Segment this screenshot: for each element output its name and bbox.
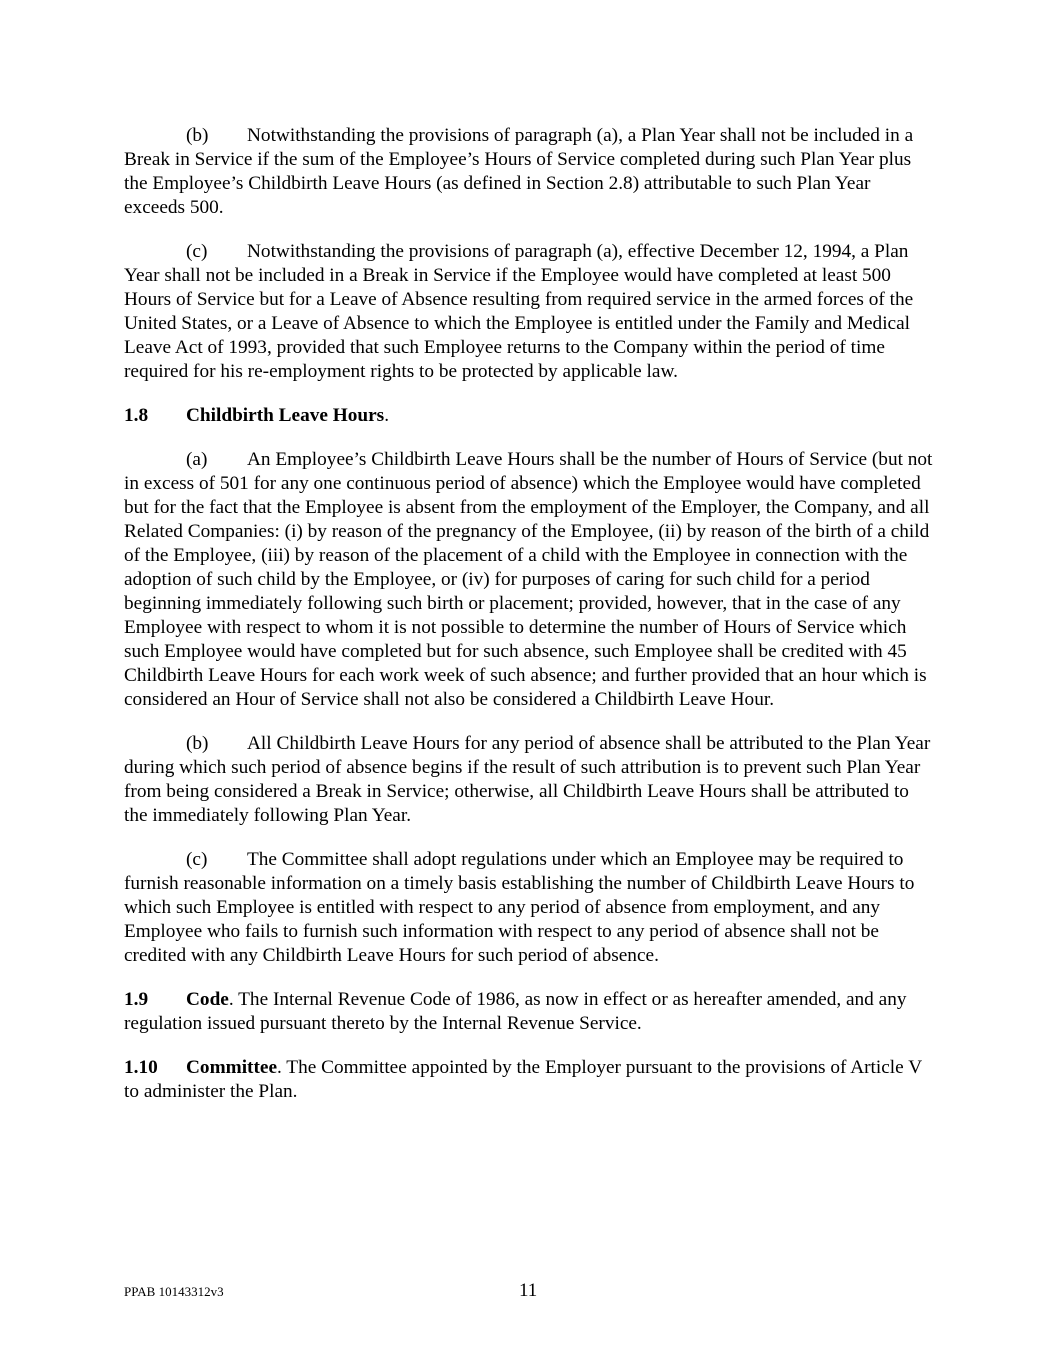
paragraph-1-7-c [124, 240, 934, 384]
footer-document-id: PPAB 10143312v3 [124, 1284, 224, 1299]
section-number: 1.8 [124, 405, 149, 426]
footer-page-number: 11 [519, 1280, 538, 1301]
paragraph-label: (c) [186, 241, 208, 262]
section-text: . [384, 405, 390, 426]
paragraph-text: The Committee shall adopt regulations under which an Employee may be required to furnish reasonable information on a timely basis establishing the number of Childbirth Leave Hours to which such Employee is entitled with respect to any period of absence from employment, and any Employee who fails to furnish such information with respect to any period of absence shall not be credited with any Childbirth Leave Hours for such period of absence. [124, 849, 915, 966]
paragraph-text: All Childbirth Leave Hours for any period of absence shall be attributed to the Plan Year during which such period of absence begins if the result of such attribution is to prevent such Plan Year from being considered a Break in Service; otherwise, all Childbirth Leave Hours shall be attributed to the immediately following Plan Year. [124, 733, 931, 826]
section-text: . The Internal Revenue Code of 1986, as now in effect or as hereafter amended, and any regulation issued pursuant thereto by the Internal Revenue Service. [124, 989, 907, 1034]
paragraph-label: (c) [186, 849, 208, 870]
section-title: Committee [186, 1057, 278, 1078]
section-number: 1.10 [124, 1057, 158, 1078]
paragraph-text: Notwithstanding the provisions of paragraph (a), a Plan Year shall not be included in a Break in Service if the sum of the Employee’s Hours of Service completed during such Plan Year plus the Employee’s Childbirth Leave Hours (as defined in Section 2.8) attributable to such Plan Year exceeds 500. [124, 125, 914, 218]
section-number: 1.9 [124, 989, 149, 1010]
paragraph-1-8-a [124, 448, 934, 712]
paragraph-text: An Employee’s Childbirth Leave Hours shall be the number of Hours of Service (but not in excess of 501 for any one continuous period of absence) which the Employee would have completed but for the fact that the Employee is absent from the employment of the Employer, the Company, and all Related Companies: (i) by reason of the pregnancy of the Employee, (ii) by reason of the birth of a child of the Employee, (iii) by reason of the placement of a child with the Employee in connection with the adoption of such child by the Employee, or (iv) for purposes of caring for such child for a period beginning immediately following such birth or placement; provided, however, that in the case of any Employee with respect to whom it is not possible to determine the number of Hours of Service which such Employee would have completed but for such absence, such Employee shall be credited with 45 Childbirth Leave Hours for each work week of such absence; and further provided that an hour which is considered an Hour of Service shall not also be considered a Childbirth Leave Hour. [124, 449, 933, 710]
paragraph-label: (b) [186, 125, 209, 146]
section-1-9 [124, 988, 934, 1036]
section-text: . The Committee appointed by the Employer pursuant to the provisions of Article V to administer the Plan. [124, 1057, 922, 1102]
paragraph-label: (b) [186, 733, 209, 754]
paragraph-text: Notwithstanding the provisions of paragraph (a), effective December 12, 1994, a Plan Year shall not be included in a Break in Service if the Employee would have completed at least 500 Hours of Service but for a Leave of Absence resulting from required service in the armed forces of the United States, or a Leave of Absence to which the Employee is entitled under the Family and Medical Leave Act of 1993, provided that such Employee returns to the Company within the period of time required for his re-employment rights to be protected by applicable law. [124, 241, 914, 382]
section-title: Code [186, 989, 229, 1010]
document-page [124, 124, 934, 1124]
paragraph-1-8-c [124, 848, 934, 968]
paragraph-1-8-b [124, 732, 934, 828]
section-1-8-heading [124, 404, 934, 428]
section-title: Childbirth Leave Hours [186, 405, 385, 426]
paragraph-1-7-b [124, 124, 934, 220]
section-1-10 [124, 1056, 934, 1104]
paragraph-label: (a) [186, 449, 208, 470]
